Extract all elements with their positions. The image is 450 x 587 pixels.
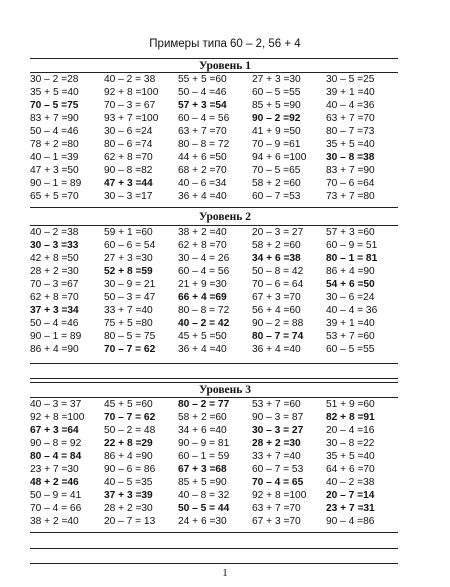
level-title: Уровень 1 bbox=[198, 60, 251, 72]
exercise-cell: 58 + 2 =60 bbox=[252, 178, 301, 189]
exercise-cell: 62 + 8 =70 bbox=[30, 292, 79, 303]
exercise-cell: 50 – 4 =46 bbox=[30, 126, 79, 137]
divider bbox=[30, 382, 398, 383]
exercise-cell: 60 – 5 =55 bbox=[326, 344, 375, 355]
exercise-cell: 80 – 7 =73 bbox=[326, 126, 375, 137]
exercise-cell: 40 – 2 = 38 bbox=[104, 74, 156, 85]
exercise-cell: 67 + 3 =68 bbox=[178, 464, 227, 475]
exercise-cell: 60 – 1 = 59 bbox=[178, 451, 230, 462]
exercise-grid bbox=[30, 73, 400, 203]
exercise-cell: 35 + 5 =40 bbox=[326, 451, 375, 462]
exercise-cell: 30 – 2 =28 bbox=[30, 74, 79, 85]
exercise-cell: 52 + 8 =59 bbox=[104, 266, 153, 277]
exercise-cell: 20 – 7 = 13 bbox=[104, 516, 156, 527]
exercise-cell: 30 – 8 =22 bbox=[326, 438, 375, 449]
divider bbox=[30, 58, 398, 59]
exercise-cell: 30 – 3 = 27 bbox=[252, 425, 304, 436]
exercise-cell: 90 – 8 = 92 bbox=[30, 438, 82, 449]
exercise-cell: 70 – 7 = 62 bbox=[104, 412, 156, 423]
answer-line bbox=[30, 363, 398, 364]
exercise-cell: 47 + 3 =44 bbox=[104, 178, 153, 189]
exercise-cell: 90 – 8 =82 bbox=[104, 165, 153, 176]
exercise-cell: 35 + 5 =40 bbox=[30, 87, 79, 98]
exercise-cell: 80 – 4 = 84 bbox=[30, 451, 82, 462]
page-number: 1 bbox=[222, 567, 228, 579]
exercise-cell: 86 + 4 =90 bbox=[104, 451, 153, 462]
exercise-cell: 70 – 5 =65 bbox=[252, 165, 301, 176]
answer-line bbox=[30, 548, 398, 549]
exercise-cell: 40 – 4 =36 bbox=[326, 100, 375, 111]
exercise-cell: 85 + 5 =90 bbox=[252, 100, 301, 111]
exercise-cell: 42 + 8 =50 bbox=[30, 253, 79, 264]
exercise-cell: 28 + 2 =30 bbox=[252, 438, 301, 449]
exercise-cell: 51 + 9 =60 bbox=[326, 399, 375, 410]
exercise-cell: 70 – 9 =61 bbox=[252, 139, 301, 150]
exercise-cell: 63 + 7 =70 bbox=[178, 126, 227, 137]
exercise-cell: 40 – 4 = 36 bbox=[326, 305, 378, 316]
exercise-cell: 21 + 9 =30 bbox=[178, 279, 227, 290]
exercise-cell: 45 + 5 =60 bbox=[104, 399, 153, 410]
exercise-cell: 50 – 9 = 41 bbox=[30, 490, 82, 501]
exercise-cell: 65 + 5 =70 bbox=[30, 191, 79, 202]
exercise-cell: 39 + 1 =40 bbox=[326, 318, 375, 329]
exercise-cell: 36 + 4 =40 bbox=[178, 191, 227, 202]
exercise-cell: 50 – 5 = 44 bbox=[178, 503, 230, 514]
exercise-cell: 92 + 8 =100 bbox=[104, 87, 159, 98]
exercise-cell: 75 + 5 =80 bbox=[104, 318, 153, 329]
exercise-grid bbox=[30, 398, 400, 528]
exercise-cell: 62 + 8 =70 bbox=[178, 240, 227, 251]
exercise-cell: 56 + 4 =60 bbox=[252, 305, 301, 316]
exercise-cell: 30 – 6 =24 bbox=[326, 292, 375, 303]
exercise-cell: 30 – 5 =25 bbox=[326, 74, 375, 85]
exercise-grid bbox=[30, 226, 400, 356]
exercise-cell: 83 + 7 =90 bbox=[30, 113, 79, 124]
exercise-cell: 50 – 4 =46 bbox=[30, 318, 79, 329]
exercise-cell: 73 + 7 =80 bbox=[326, 191, 375, 202]
exercise-cell: 40 – 3 = 37 bbox=[30, 399, 82, 410]
exercise-cell: 90 – 9 = 81 bbox=[178, 438, 230, 449]
exercise-cell: 20 – 4 =16 bbox=[326, 425, 375, 436]
page-title: Примеры типа 60 – 2, 56 + 4 bbox=[149, 38, 301, 50]
exercise-cell: 58 + 2 =60 bbox=[178, 412, 227, 423]
exercise-cell: 45 + 5 =50 bbox=[178, 331, 227, 342]
exercise-cell: 57 + 3 =60 bbox=[326, 227, 375, 238]
exercise-cell: 58 + 2 =60 bbox=[252, 240, 301, 251]
exercise-cell: 70 – 7 = 62 bbox=[104, 344, 156, 355]
exercise-cell: 50 – 2 = 48 bbox=[104, 425, 156, 436]
exercise-cell: 60 – 4 = 56 bbox=[178, 266, 230, 277]
exercise-cell: 92 + 8 =100 bbox=[252, 490, 307, 501]
exercise-cell: 67 + 3 =64 bbox=[30, 425, 79, 436]
exercise-cell: 33 + 7 =40 bbox=[252, 451, 301, 462]
exercise-cell: 24 + 6 =30 bbox=[178, 516, 227, 527]
exercise-cell: 22 + 8 =29 bbox=[104, 438, 153, 449]
level-title: Уровень 3 bbox=[198, 384, 251, 396]
exercise-cell: 30 – 3 =17 bbox=[104, 191, 153, 202]
exercise-cell: 70 – 3 =67 bbox=[30, 279, 79, 290]
exercise-cell: 86 + 4 =90 bbox=[326, 266, 375, 277]
exercise-cell: 23 + 7 =30 bbox=[30, 464, 79, 475]
exercise-cell: 64 + 6 =70 bbox=[326, 464, 375, 475]
exercise-cell: 85 + 5 =90 bbox=[178, 477, 227, 488]
exercise-cell: 53 + 7 =60 bbox=[252, 399, 301, 410]
exercise-cell: 60 – 7 =53 bbox=[252, 191, 301, 202]
exercise-cell: 54 + 6 =50 bbox=[326, 279, 375, 290]
exercise-cell: 90 – 2 = 88 bbox=[252, 318, 304, 329]
exercise-cell: 70 – 6 = 64 bbox=[252, 279, 304, 290]
exercise-cell: 67 + 3 =70 bbox=[252, 516, 301, 527]
exercise-cell: 37 + 3 =39 bbox=[104, 490, 153, 501]
divider bbox=[30, 207, 398, 208]
exercise-cell: 90 – 4 =86 bbox=[326, 516, 375, 527]
exercise-cell: 86 + 4 =90 bbox=[30, 344, 79, 355]
exercise-cell: 90 – 1 = 89 bbox=[30, 331, 82, 342]
exercise-cell: 33 + 7 =40 bbox=[104, 305, 153, 316]
exercise-cell: 82 + 8 =91 bbox=[326, 412, 375, 423]
exercise-cell: 80 – 8 = 72 bbox=[178, 305, 230, 316]
exercise-cell: 35 + 5 =40 bbox=[326, 139, 375, 150]
exercise-cell: 80 – 8 = 72 bbox=[178, 139, 230, 150]
exercise-cell: 70 – 4 = 66 bbox=[30, 503, 82, 514]
exercise-cell: 50 – 4 =46 bbox=[178, 87, 227, 98]
exercise-cell: 38 + 2 =40 bbox=[30, 516, 79, 527]
exercise-cell: 28 + 2 =30 bbox=[104, 503, 153, 514]
exercise-cell: 93 + 7 =100 bbox=[104, 113, 159, 124]
exercise-cell: 27 + 3 =30 bbox=[252, 74, 301, 85]
exercise-cell: 60 – 9 = 51 bbox=[326, 240, 378, 251]
exercise-cell: 60 – 7 = 53 bbox=[252, 464, 304, 475]
exercise-cell: 40 – 2 =38 bbox=[30, 227, 79, 238]
exercise-cell: 40 – 8 = 32 bbox=[178, 490, 230, 501]
exercise-cell: 94 + 6 =100 bbox=[252, 152, 307, 163]
exercise-cell: 20 – 7 =14 bbox=[326, 490, 375, 501]
exercise-cell: 59 + 1 =60 bbox=[104, 227, 153, 238]
exercise-cell: 36 + 4 =40 bbox=[178, 344, 227, 355]
answer-line bbox=[30, 378, 398, 379]
exercise-cell: 44 + 6 =50 bbox=[178, 152, 227, 163]
exercise-cell: 48 + 2 =46 bbox=[30, 477, 79, 488]
exercise-cell: 80 – 7 = 74 bbox=[252, 331, 304, 342]
exercise-cell: 63 + 7 =70 bbox=[326, 113, 375, 124]
exercise-cell: 60 – 4 = 56 bbox=[178, 113, 230, 124]
exercise-cell: 55 + 5 =60 bbox=[178, 74, 227, 85]
level-title: Уровень 2 bbox=[198, 211, 251, 223]
exercise-cell: 41 + 9 =50 bbox=[252, 126, 301, 137]
exercise-cell: 38 + 2 =40 bbox=[178, 227, 227, 238]
exercise-cell: 53 + 7 =60 bbox=[326, 331, 375, 342]
exercise-cell: 80 – 6 =74 bbox=[104, 139, 153, 150]
exercise-cell: 83 + 7 =90 bbox=[326, 165, 375, 176]
exercise-cell: 30 – 9 = 21 bbox=[104, 279, 156, 290]
exercise-cell: 30 – 8 =38 bbox=[326, 152, 375, 163]
exercise-cell: 78 + 2 =80 bbox=[30, 139, 79, 150]
exercise-cell: 50 – 3 = 47 bbox=[104, 292, 156, 303]
exercise-cell: 23 + 7 =31 bbox=[326, 503, 375, 514]
exercise-cell: 63 + 7 =70 bbox=[252, 503, 301, 514]
exercise-cell: 40 – 6 =34 bbox=[178, 178, 227, 189]
exercise-cell: 90 – 3 = 87 bbox=[252, 412, 304, 423]
exercise-cell: 30 – 6 =24 bbox=[104, 126, 153, 137]
exercise-cell: 92 + 8 =100 bbox=[30, 412, 85, 423]
exercise-cell: 90 – 6 = 86 bbox=[104, 464, 156, 475]
exercise-cell: 70 – 3 = 67 bbox=[104, 100, 156, 111]
exercise-cell: 60 – 6 = 54 bbox=[104, 240, 156, 251]
exercise-cell: 30 – 3 =33 bbox=[30, 240, 79, 251]
exercise-cell: 80 – 5 = 75 bbox=[104, 331, 156, 342]
exercise-cell: 30 – 4 = 26 bbox=[178, 253, 230, 264]
exercise-cell: 80 – 1 = 81 bbox=[326, 253, 378, 264]
exercise-cell: 40 – 2 =38 bbox=[326, 477, 375, 488]
exercise-cell: 27 + 3 =30 bbox=[104, 253, 153, 264]
exercise-cell: 34 + 6 =40 bbox=[178, 425, 227, 436]
exercise-cell: 20 – 3 = 27 bbox=[252, 227, 304, 238]
answer-line bbox=[30, 532, 398, 533]
exercise-cell: 36 + 4 =40 bbox=[252, 344, 301, 355]
exercise-cell: 50 – 8 = 42 bbox=[252, 266, 304, 277]
exercise-cell: 28 + 2 =30 bbox=[30, 266, 79, 277]
exercise-cell: 90 – 2 =92 bbox=[252, 113, 301, 124]
exercise-cell: 34 + 6 =38 bbox=[252, 253, 301, 264]
exercise-cell: 70 – 5 =75 bbox=[30, 100, 79, 111]
exercise-cell: 70 – 6 =64 bbox=[326, 178, 375, 189]
exercise-cell: 68 + 2 =70 bbox=[178, 165, 227, 176]
answer-line bbox=[30, 563, 398, 564]
exercise-cell: 40 – 2 = 42 bbox=[178, 318, 230, 329]
exercise-cell: 62 + 8 =70 bbox=[104, 152, 153, 163]
exercise-cell: 39 + 1 =40 bbox=[326, 87, 375, 98]
exercise-cell: 57 + 3 =54 bbox=[178, 100, 227, 111]
exercise-cell: 70 – 4 = 65 bbox=[252, 477, 304, 488]
exercise-cell: 40 – 5 =35 bbox=[104, 477, 153, 488]
exercise-cell: 80 – 2 = 77 bbox=[178, 399, 230, 410]
exercise-cell: 66 + 4 =69 bbox=[178, 292, 227, 303]
exercise-cell: 60 – 5 =55 bbox=[252, 87, 301, 98]
exercise-cell: 37 + 3 =34 bbox=[30, 305, 79, 316]
exercise-cell: 90 – 1 = 89 bbox=[30, 178, 82, 189]
exercise-cell: 47 + 3 =50 bbox=[30, 165, 79, 176]
exercise-cell: 67 + 3 =70 bbox=[252, 292, 301, 303]
exercise-cell: 40 – 1 =39 bbox=[30, 152, 79, 163]
